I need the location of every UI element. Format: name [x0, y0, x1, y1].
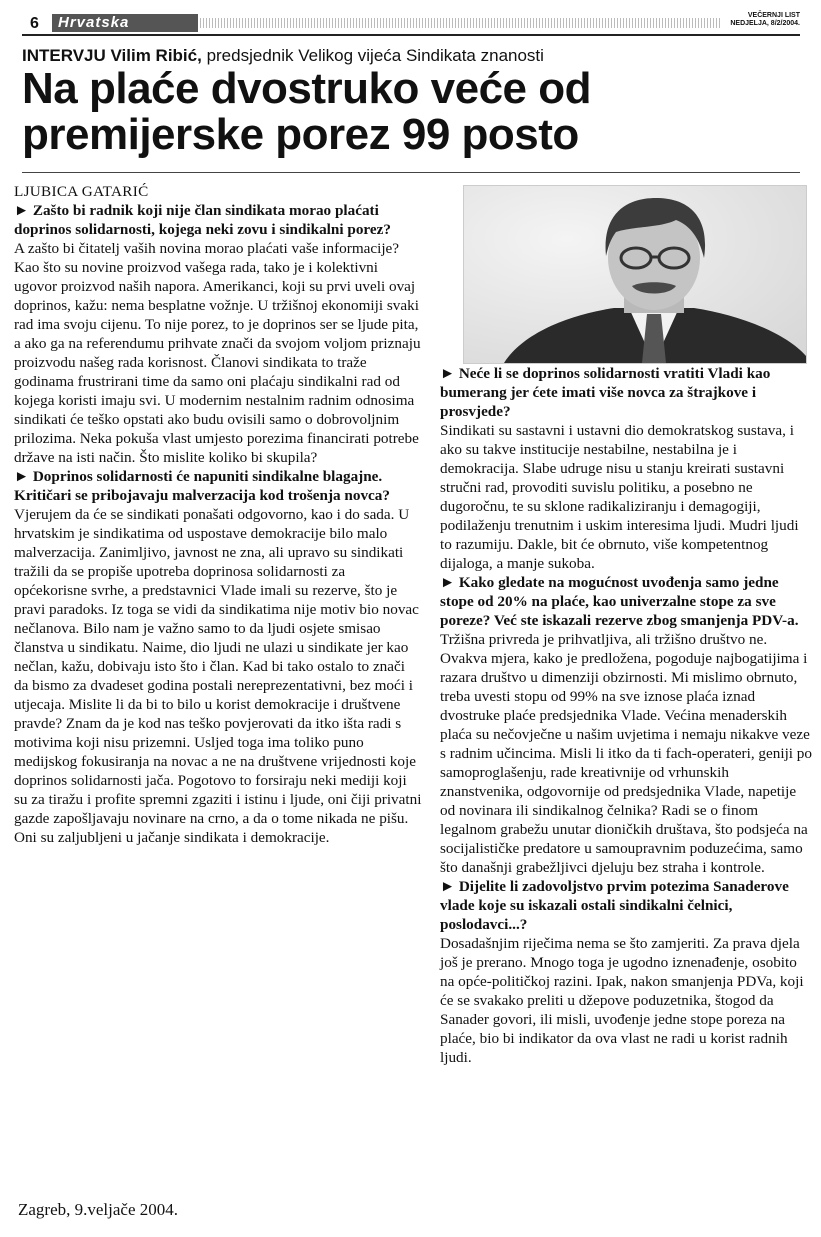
section-label: Hrvatska	[52, 14, 198, 32]
question-4: ► Kako gledate na mogućnost uvođenja samo jedne stope od 20% na plaće, kao univerzalne stope za sve poreze? Već ste iskazali rezerve zbog smanjenja PDV-a.	[440, 574, 799, 629]
right-column	[440, 364, 814, 1067]
question-5: ► Dijelite li zadovoljstvo prvim potezima Sanaderove vlade koje su iskazali ostali sindikalni čelnici, poslodavci...?	[440, 878, 789, 933]
answer-2: Vjerujem da će se sindikati ponašati odgovorno, kao i do sada. U hrvatskim je sindikatima od uspostave demokracije bilo malo malverzacija. Zanimljivo, javnost ne zna, ali upravo su sindikati tražili da se propiše upotreba doprinosa solidarnosti za općekorisne svrhe, a predstavnici Vlade imali su rezerve, što je pravi paradoks. Iz toga se vidi da sindikatima nije motiv bio novac nečlanova. Bilo nam je važno samo to da ljudi osjete smisao članstva u sindikatu. Naime, dio ljudi ne ulazi u sindikate jer kao nečlan, kažu, dobivaju isto što i član. Kad bi tako ostalo to znači da bismo za dvadeset godina postali nereprezentativni, bez moći i utjecaja. Mislite li da bi to bilo u korist demokracije i društvene pravde? Znam da je kod nas teško povjerovati da itko išta radi s motivima koji nisu prizemni. Usljed toga ima toliko puno medijskog fokusiranja na novac a ne na društvene vrijednosti koje doprinos solidarnosti jača. Pogotovo to forsiraju neki mediji koji su za tiražu i profite spremni zgaziti i istinu i ljude, oni čiji privatni gazde zapošljavaju novinare na crno, a da o tome nikada ne pišu. Oni su zaljubljeni u jačanje sindikata i demokracije.	[14, 506, 422, 846]
page-header	[22, 14, 800, 36]
header-stripe	[200, 18, 722, 28]
page-number: 6	[30, 15, 39, 32]
question-1: ► Zašto bi radnik koji nije član sindikata morao plaćati doprinos solidarnosti, kojega neki zovu i sindikalni porez?	[14, 202, 391, 238]
answer-3: Sindikati su sastavni i ustavni dio demokratskog sustava, i ako su takve institucije nestabilne, nestabilna je i demokracija. Slabe udruge nisu u stanju kreirati sustavni stručni rad, provoditi suvislu politiku, a posebno ne dugoročnu, te su sklone radikaliziranju i demagogiji, podilaženju trenutnim i uskim interesima ljudi. Mudri ljudi to razumiju. Dakle, bit će obrnuto, više kompetentnog dijaloga, a manje sukoba.	[440, 422, 799, 572]
headline	[22, 66, 812, 158]
question-3: ► Neće li se doprinos solidarnosti vratiti Vladi kao bumerang jer ćete imati više novca za štrajkove i prosvjede?	[440, 365, 771, 420]
paper-date: NEDJELJA, 8/2/2004.	[730, 20, 800, 27]
dateline: Zagreb, 9.veljače 2004.	[18, 1200, 179, 1219]
answer-1: A zašto bi čitatelj vaših novina morao plaćati vaše informacije? Kao što su novine proizvod vašega rada, tako je i kolektivni ugovor proizvod naših napora. Amerikanci, koji su prvi uveli ovaj doprinos, kažu: nema besplatne vožnje. U tržišnoj ekonomiji svaki rad ima svoju cijenu. To nije porez, to je doprinos ser se ljude pita, a ako ga na referendumu prihvate znači da svojom voljom priznaju proizvodu našeg rada korisnost. Članovi sindikata to traže godinama frustrirani time da samo oni plaćaju sindikalni rad od kojega koristi imaju svi. U modernim nestalnim radnim odnosima sindikati će teško opstati ako budu ovisili samo o dobrovoljnim prilozima. Neka pokuša vlast umjesto porezima financirati potrebe države na isti način. Što mislite koliko bi skupila?	[14, 240, 421, 466]
byline: LJUBICA GATARIĆ	[14, 183, 149, 200]
headline-divider	[22, 172, 800, 173]
left-column	[14, 182, 422, 847]
headline-line2: premijerske porez 99 posto	[22, 110, 579, 159]
kicker-name: Vilim Ribić,	[110, 46, 202, 65]
paper-name: VEČERNJI LIST	[747, 12, 800, 19]
answer-4: Tržišna privreda je prihvatljiva, ali tržišno društvo ne. Ovakva mjera, kako je predložena, pogoduje najbogatijima i razara društvo u dimenziji obzirnosti. Mi mislimo obrnuto, treba uvesti stopu od 99% na sve iznose plaća iznad dvostruke plaće predsjednika Vlade. Većina menaderskih plaća su nečovječne u našim uvjetima i nemaju nikakve veze s radnim učincima. Misli li itko da ti fach-operateri, geniji po samoproglašenju, rade kreativnije od vrhunskih znanstvenika, odgovornije od predsjednika Vlade, napetije od novinara ili sindikalnog čelnika? Radi se o finom legalnom grabežu unutar dioničkih društava, što podsjeća na socijalističke predatore u samoupravnim poduzećima, samo što današnji grabežljivci djeluju bez straha i kontrole.	[440, 631, 812, 876]
interview-kicker	[22, 46, 544, 66]
answer-5: Dosadašnjim riječima nema se što zamjeriti. Za prava djela još je prerano. Mnogo toga je ugodno iznenađenje, osobito na opće-političkoj razini. Ipak, nakon smanjenja PDVa, koji će se svakako preliti u džepove poduzetnika, štogod da Sanader govori, ili misli, uvođenje jedne stope poreza na plaće, bio bi indikator da ova vlast ne radi u korist radnih ljudi.	[440, 935, 804, 1066]
question-2: ► Doprinos solidarnosti će napuniti sindikalne blagajne. Kritičari se pribojavaju malverzacija kod trošenja novca?	[14, 468, 390, 504]
kicker-label: INTERVJU	[22, 46, 106, 65]
portrait-photo	[463, 185, 807, 364]
paper-masthead	[730, 12, 800, 28]
kicker-role: predsjednik Velikog vijeća Sindikata znanosti	[206, 46, 544, 65]
headline-line1: Na plaće dvostruko veće od	[22, 64, 591, 113]
